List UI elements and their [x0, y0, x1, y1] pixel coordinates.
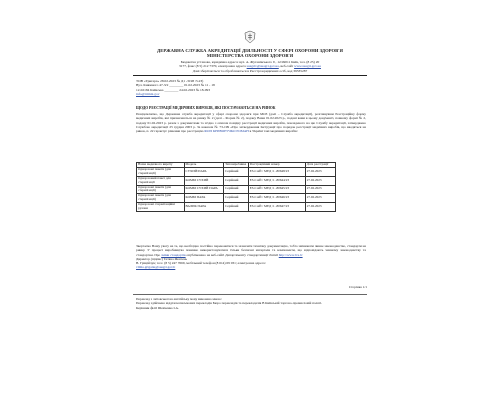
cell-registration-date: 27.02.2023 [305, 176, 335, 185]
document-page [125, 0, 375, 400]
cell-manufacturer-type: Серійний [224, 194, 249, 203]
recipient-line1: ТОВ «Тригера» 28.02.2023 № Д1 -3198 /5.23) [136, 79, 204, 83]
translation-line1: Переклад з литовської на англійську мову виконано мною: [136, 297, 222, 301]
table-row [137, 203, 336, 212]
page-number: Сторінка 1/1 [348, 285, 367, 289]
body-paragraph-tail: в Україні такі медичних виробів: [249, 129, 298, 133]
col-registration-date: Дата реєстрації [305, 163, 335, 168]
standards-link[interactable]: зміни стандартів [161, 252, 186, 257]
translation-line2: Переклад здійснено відділом письмових перекладів Бюро перекладів та перекладачів В Київській торгово-промисловій палаті. [136, 301, 323, 306]
cell-device-name: Одноразові пакети (для стерилізації) [137, 185, 185, 194]
contact-text: В. Гріщійчук; тел.: (8 5) 247 7669, мобільний телефон (8 614) 69 031; електронна адреса: [136, 261, 266, 265]
footer-divider [133, 294, 367, 295]
address-line1: Бюджетна установа, юридична адреса: вул. А. Жуганівського 9 , 12/49011 Київ, тел. (8 25) 20 [180, 60, 320, 64]
recipient-email-link[interactable]: info@trimix.gov [136, 92, 160, 97]
cell-device-name: Одноразові пакети (для стерилізації) [137, 194, 185, 203]
cell-model: ВАЛИК ПАРА [184, 203, 224, 212]
cell-manufacturer-type: Серійний [224, 203, 249, 212]
authority-name-line2: МІНІСТЕРСТВА ОХОРОНИ ЗДОРОВ'Я [206, 53, 294, 59]
cell-device-name: Одноразові пакети (для стерилізації) [137, 167, 185, 176]
cell-registration-number: ЕЗ-СAЙ / МЕД /1 -80648/23 [248, 167, 305, 176]
authority-name-line1: ДЕРЖАВНА СЛУЖБА АКРЕДИТАЦІЇ ДІЯЛЬНОСТІ У СФЕРІ ОХОРОНИ ЗДОРОВ'Я [157, 48, 343, 53]
letter-body [136, 112, 366, 133]
authority-website-link[interactable]: www.suagri.gov.ua [294, 64, 321, 69]
closing-section [136, 244, 366, 270]
cell-device-name: Одноразовий пакет для стерилізації [137, 176, 185, 185]
authority-address [131, 60, 369, 73]
cell-manufacturer-type: Серійний [224, 167, 249, 176]
col-device-name: Назва медичного виробу [137, 163, 185, 168]
cell-registration-date: 27.02.2023 [305, 194, 335, 203]
cell-model: КОМБІ ПАРА [184, 194, 224, 203]
cell-manufacturer-type: Серійний [224, 176, 249, 185]
recipient-block [136, 79, 256, 97]
cell-registration-date: 27.02.2023 [305, 167, 335, 176]
issuing-authority [125, 48, 375, 59]
cell-registration-date: 27.02.2023 [305, 203, 335, 212]
coat-of-arms-icon [243, 30, 257, 44]
signer-line: Директор (підпис) Тетяна Жовтень [136, 256, 188, 261]
company-name: ФОП КРИВОРУЧКО РОМАН [204, 129, 249, 133]
cell-registration-number: ЕЗ-СAЙ / МЕД /1 -80644/23 [248, 176, 305, 185]
closing-text-a: Звертаємо Вашу увагу на те, що необхідно постійно переконатися та зазначати технічну документацію, тобто змінювати чинне законодавство, стандарти на ринку. У процесі виробництва повинно використовуватися тільки безпечні матеріали та компоненти, що відповідають чинному законодавству та стандартам. Про [136, 244, 366, 257]
cell-model: КОМБІ СУХИЙ [184, 176, 224, 185]
contact-email-link[interactable]: vilma.grigaite@suagri.gov.lt [136, 265, 176, 270]
address-line2-mid: , веб-сайт [278, 64, 294, 69]
cell-device-name: Одноразові стерилізаційні рулони [137, 203, 185, 212]
header-divider [133, 75, 367, 76]
registration-table [136, 162, 336, 212]
address-line3: Дані зберігаються та оброблюються в Реєстрі юридичних осіб, код 39335287 [192, 68, 308, 73]
col-registration-number: Реєстраційний номер [248, 163, 305, 168]
translation-line3: Керівник філії Шевченко І.А. [136, 305, 179, 310]
table-row [137, 176, 336, 185]
col-manufacturer-type: Тип виробника [225, 162, 247, 166]
cell-manufacturer-type: Серійний [224, 185, 249, 194]
authority-email-link[interactable]: suagriv@suagri.gov.ua [246, 64, 279, 69]
letter-title: ЩОДО РЕЄСТРАЦІЇ МЕДИЧНИХ ВИРОБІВ, ЯКІ ПОСТАЧАЮТЬСЯ НА РИНОК [136, 106, 276, 110]
standards-url-link[interactable]: http://www.lvs.lv [278, 252, 303, 257]
cell-model: СУХИЙ/ПАРА [184, 167, 224, 176]
closing-paragraph [136, 244, 366, 257]
cell-registration-date: 27.02.2023 [305, 185, 335, 194]
cell-registration-number: ЕЗ-СAЙ / МЕД /1 -80645/23 [248, 185, 305, 194]
table-row [137, 167, 336, 176]
address-line2-text: 3177, факс (8 5) 212 7370, електронна адреса [179, 64, 246, 69]
recipient-line2: Вул. Княжного 47-3/2 ________ 01.02.2023 № 11 - 18 [136, 83, 215, 88]
cell-registration-number: ЕЗ-СAЙ / МЕД /1 -80646/23 [248, 194, 305, 203]
closing-text-b: опубліковано на веб-сайті Департаменту стандартизації Латвії [185, 252, 278, 257]
cell-registration-number: ЕЗ-СAЙ / МЕД /1 -80647/23 [248, 203, 305, 212]
col-model: Модель [184, 163, 224, 168]
body-paragraph: Повідомляємо, що Державна служба акредитації у сфері охорони здоров'я при МОЗ (далі – Служба акредитації), розглянувши Реєстраційну форму медичних виробів, які призначаються на ринку № 2 (далі – Форма № 2), подану Вами 01.02.2023 р., подані вами в цьому документі, повному формі № 2, подану 01.02.2023 р. разом з документами та згідно з описом повідну реєстрації медичних виробів, покладеного на цю Службу акредитації, затверджено Службою акредитації 25 грудня 2003 р. За наказом № 73-199 «Про затвердження Інструкції про порядок реєстрації медичних виробів, що вводяться на ринок, п. 22 гарантує рішення про реєстрацію [136, 112, 366, 133]
translation-note [136, 297, 366, 310]
recipient-line3: 12-02184 Київська ________ 24.02.2023 № 18-093 [136, 87, 210, 92]
cell-model: КОМБІ СУХИЙ ПАРА [184, 185, 224, 194]
